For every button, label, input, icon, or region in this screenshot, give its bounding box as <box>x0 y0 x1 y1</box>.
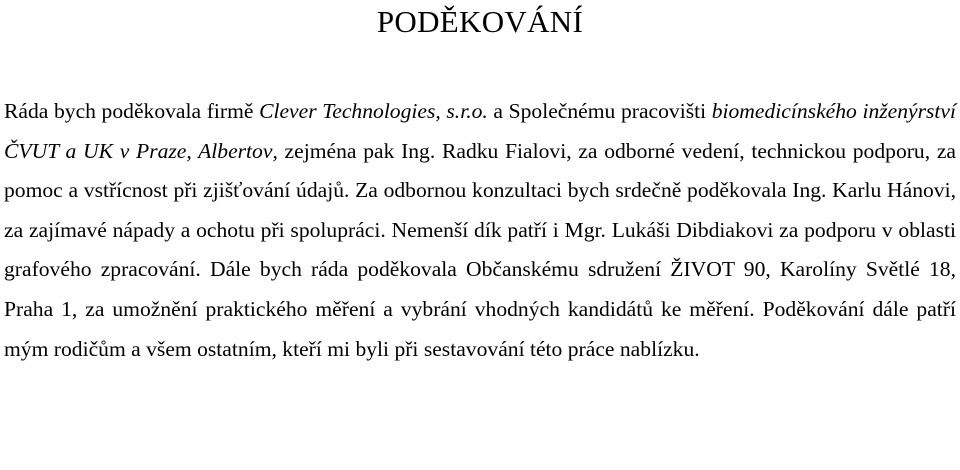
company-name: Clever Technologies, s.r.o. <box>259 99 488 123</box>
acknowledgement-paragraph <box>4 92 956 369</box>
institution-name: biomedicínského inženýrství ČVUT a UK v Praze, Albertov <box>4 99 956 163</box>
paragraph-text: , zejména pak Ing. Radku Fialovi, za odborné vedení, technickou podporu, za pomoc a vstřícnost při zjišťování údajů. Za odbornou konzultaci bych srdečně poděkovala Ing. Karlu Hánovi, za zajímavé nápady a ochotu při spolupráci. Nemenší dík patří i Mgr. Lukáši Dibdiakovi za podporu v oblasti grafového zpracování. Dále bych ráda poděkovala Občanskému sdružení ŽIVOT 90, Karolíny Světlé 18, Praha 1, za umožnění praktického měření a vybrání vhodných kandidátů ke měření. Poděkování dále patří mým rodičům a všem ostatním, kteří mi byli při sestavování této práce nablízku. <box>4 138 957 361</box>
page-title: PODĚKOVÁNÍ <box>376 4 584 39</box>
paragraph-text: Ráda bych poděkovala firmě <box>4 99 260 123</box>
paragraph-text: a Společnému pracovišti <box>487 99 712 123</box>
